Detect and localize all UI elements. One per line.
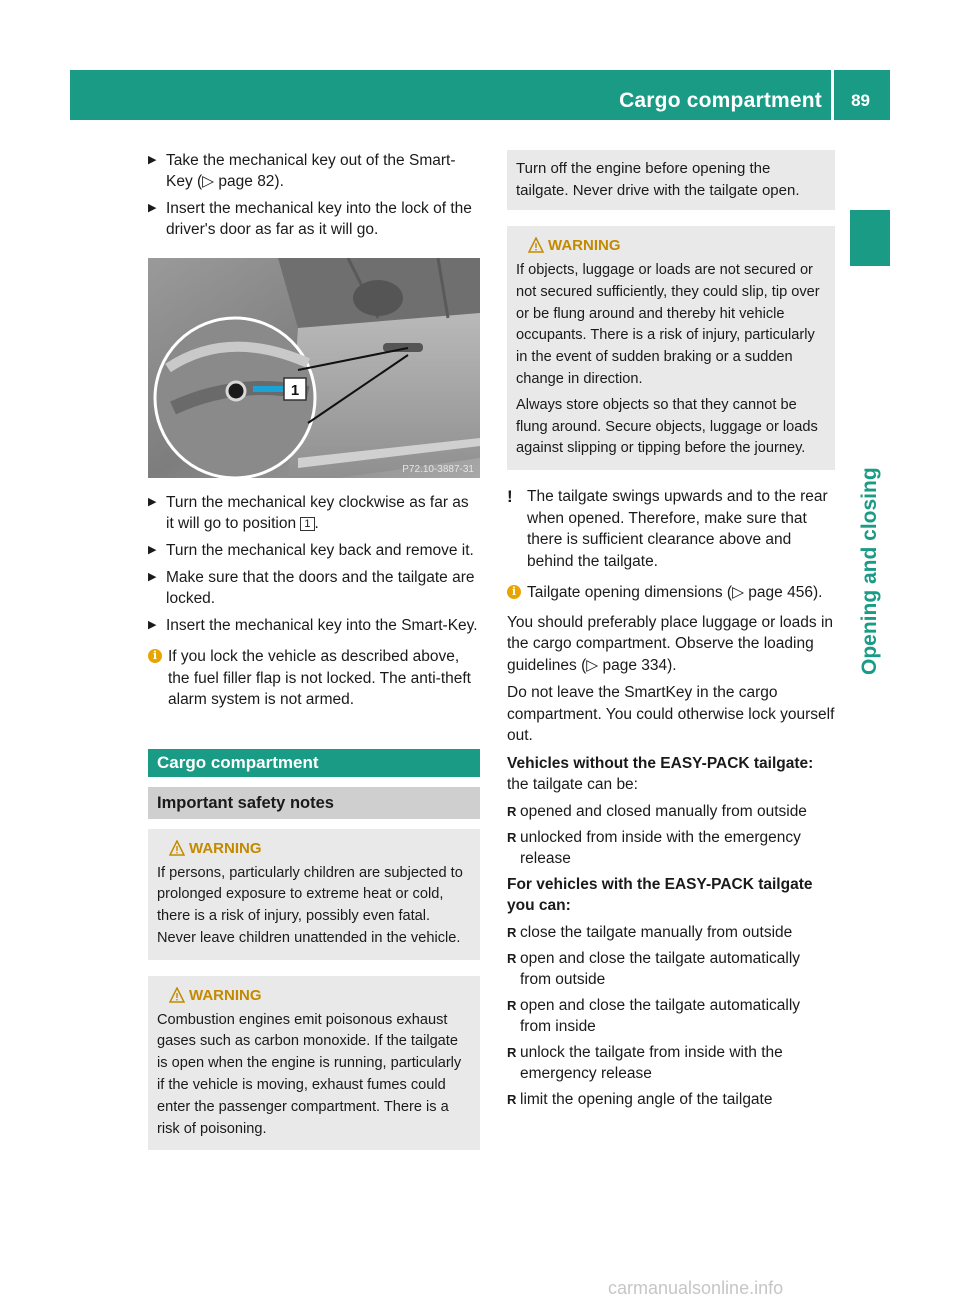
info-note: i If you lock the vehicle as described above, the fuel filler flap is not locked. The anti-theft alarm system is not armed. xyxy=(148,646,480,711)
list-item: R unlock the tailgate from inside with the emergency release xyxy=(507,1044,783,1083)
without-easypack-heading: Vehicles without the EASY-PACK tailgate: xyxy=(507,754,814,772)
step-arrow-icon: ▶ xyxy=(148,154,157,166)
page-number: 89 xyxy=(851,91,870,110)
side-tab-marker xyxy=(850,210,890,266)
step-item: ▶ Take the mechanical key out of the Smart-Key (▷ page 82). xyxy=(148,152,456,190)
info-icon: i xyxy=(507,585,521,599)
header-divider xyxy=(831,70,834,120)
step-arrow-icon: ▶ xyxy=(148,619,157,631)
step-item: ▶ Turn the mechanical key back and remove it. xyxy=(148,542,474,559)
engine-note-box: Turn off the engine before opening the tailgate. Never drive with the tailgate open. xyxy=(507,150,835,210)
door-lock-illustration xyxy=(148,258,480,478)
subsection-title: Important safety notes xyxy=(148,787,480,819)
header-bar xyxy=(70,70,890,120)
list-item: R opened and closed manually from outside xyxy=(507,803,807,821)
list-item: R unlocked from inside with the emergency release xyxy=(507,829,801,868)
step-arrow-icon: ▶ xyxy=(148,571,157,583)
warning-triangle-icon xyxy=(528,237,544,253)
step-arrow-icon: ▶ xyxy=(148,496,157,508)
paragraph: You should preferably place luggage or loads in the cargo compartment. Observe the loading guidelines (▷ page 334). xyxy=(507,613,834,674)
step-item: ▶ Turn the mechanical key clockwise as far as it will go to position 1 . xyxy=(148,494,469,532)
info-note: i Tailgate opening dimensions (▷ page 456). xyxy=(507,582,835,604)
step-item: ▶ Insert the mechanical key into the Smart-Key. xyxy=(148,617,478,634)
position-key: 1 xyxy=(300,517,314,531)
warning-label: WARNING xyxy=(189,986,262,1004)
step-item: ▶ Insert the mechanical key into the lock of the driver's door as far as it will go. xyxy=(148,200,472,238)
list-item: R open and close the tailgate automatically from inside xyxy=(507,997,801,1036)
with-easypack-heading: For vehicles with the EASY-PACK tailgate you can: xyxy=(507,876,813,915)
figure-code: P72.10-3887-31 xyxy=(402,464,474,475)
warning-box xyxy=(148,829,480,960)
figure-callout: 1 xyxy=(290,382,300,399)
right-column xyxy=(507,150,835,1115)
info-icon: i xyxy=(148,649,162,663)
door-lock-figure xyxy=(148,258,480,478)
warning-label: WARNING xyxy=(548,237,621,254)
warning-box xyxy=(507,226,835,470)
warning-label: WARNING xyxy=(189,839,262,857)
step-arrow-icon: ▶ xyxy=(148,202,157,214)
warning-text: If persons, particularly children are subjected to prolonged exposure to extreme heat or cold, there is a risk of injury, possibly even fatal. Never leave children unattended in the vehicle. xyxy=(157,864,463,946)
warning-triangle-icon xyxy=(169,840,185,856)
step-item: ▶ Make sure that the doors and the tailgate are locked. xyxy=(148,569,475,607)
warning-box xyxy=(148,976,480,1151)
list-item: R limit the opening angle of the tailgate xyxy=(507,1091,773,1109)
caution-note: ! The tailgate swings upwards and to the rear when opened. Therefore, make sure that there is sufficient clearance above and behind the tailgate. xyxy=(507,487,828,570)
caution-icon: ! xyxy=(507,487,513,507)
header-title: Cargo compartment xyxy=(619,89,822,112)
list-item: R open and close the tailgate automatically from outside xyxy=(507,950,801,989)
watermark: carmanualsonline.info xyxy=(608,1278,784,1298)
warning-text: If objects, luggage or loads are not secured or not secured sufficiently, they could slip, tip over or be flung around and thereby hit vehicle occupants. There is a risk of injury, particularly in the event of sudden braking or a sudden change in direction. xyxy=(516,262,820,387)
section-title: Cargo compartment xyxy=(148,749,480,777)
left-column xyxy=(148,150,480,1166)
warning-text: Combustion engines emit poisonous exhaust gases such as carbon monoxide. If the tailgate is open when the engine is running, particularly if the vehicle is moving, exhaust fumes could enter the passenger compartment. There is a risk of poisoning. xyxy=(157,1011,462,1137)
side-tab-label: Opening and closing xyxy=(858,467,881,675)
paragraph: the tailgate can be: xyxy=(507,775,638,793)
warning-triangle-icon xyxy=(169,987,185,1003)
list-item: R close the tailgate manually from outside xyxy=(507,924,793,942)
paragraph: Do not leave the SmartKey in the cargo compartment. You could otherwise lock yourself out. xyxy=(507,684,835,745)
warning-text: Always store objects so that they cannot be flung around. Secure objects, luggage or loads against slipping or tipping before the journey. xyxy=(516,396,818,457)
step-arrow-icon: ▶ xyxy=(148,544,157,556)
